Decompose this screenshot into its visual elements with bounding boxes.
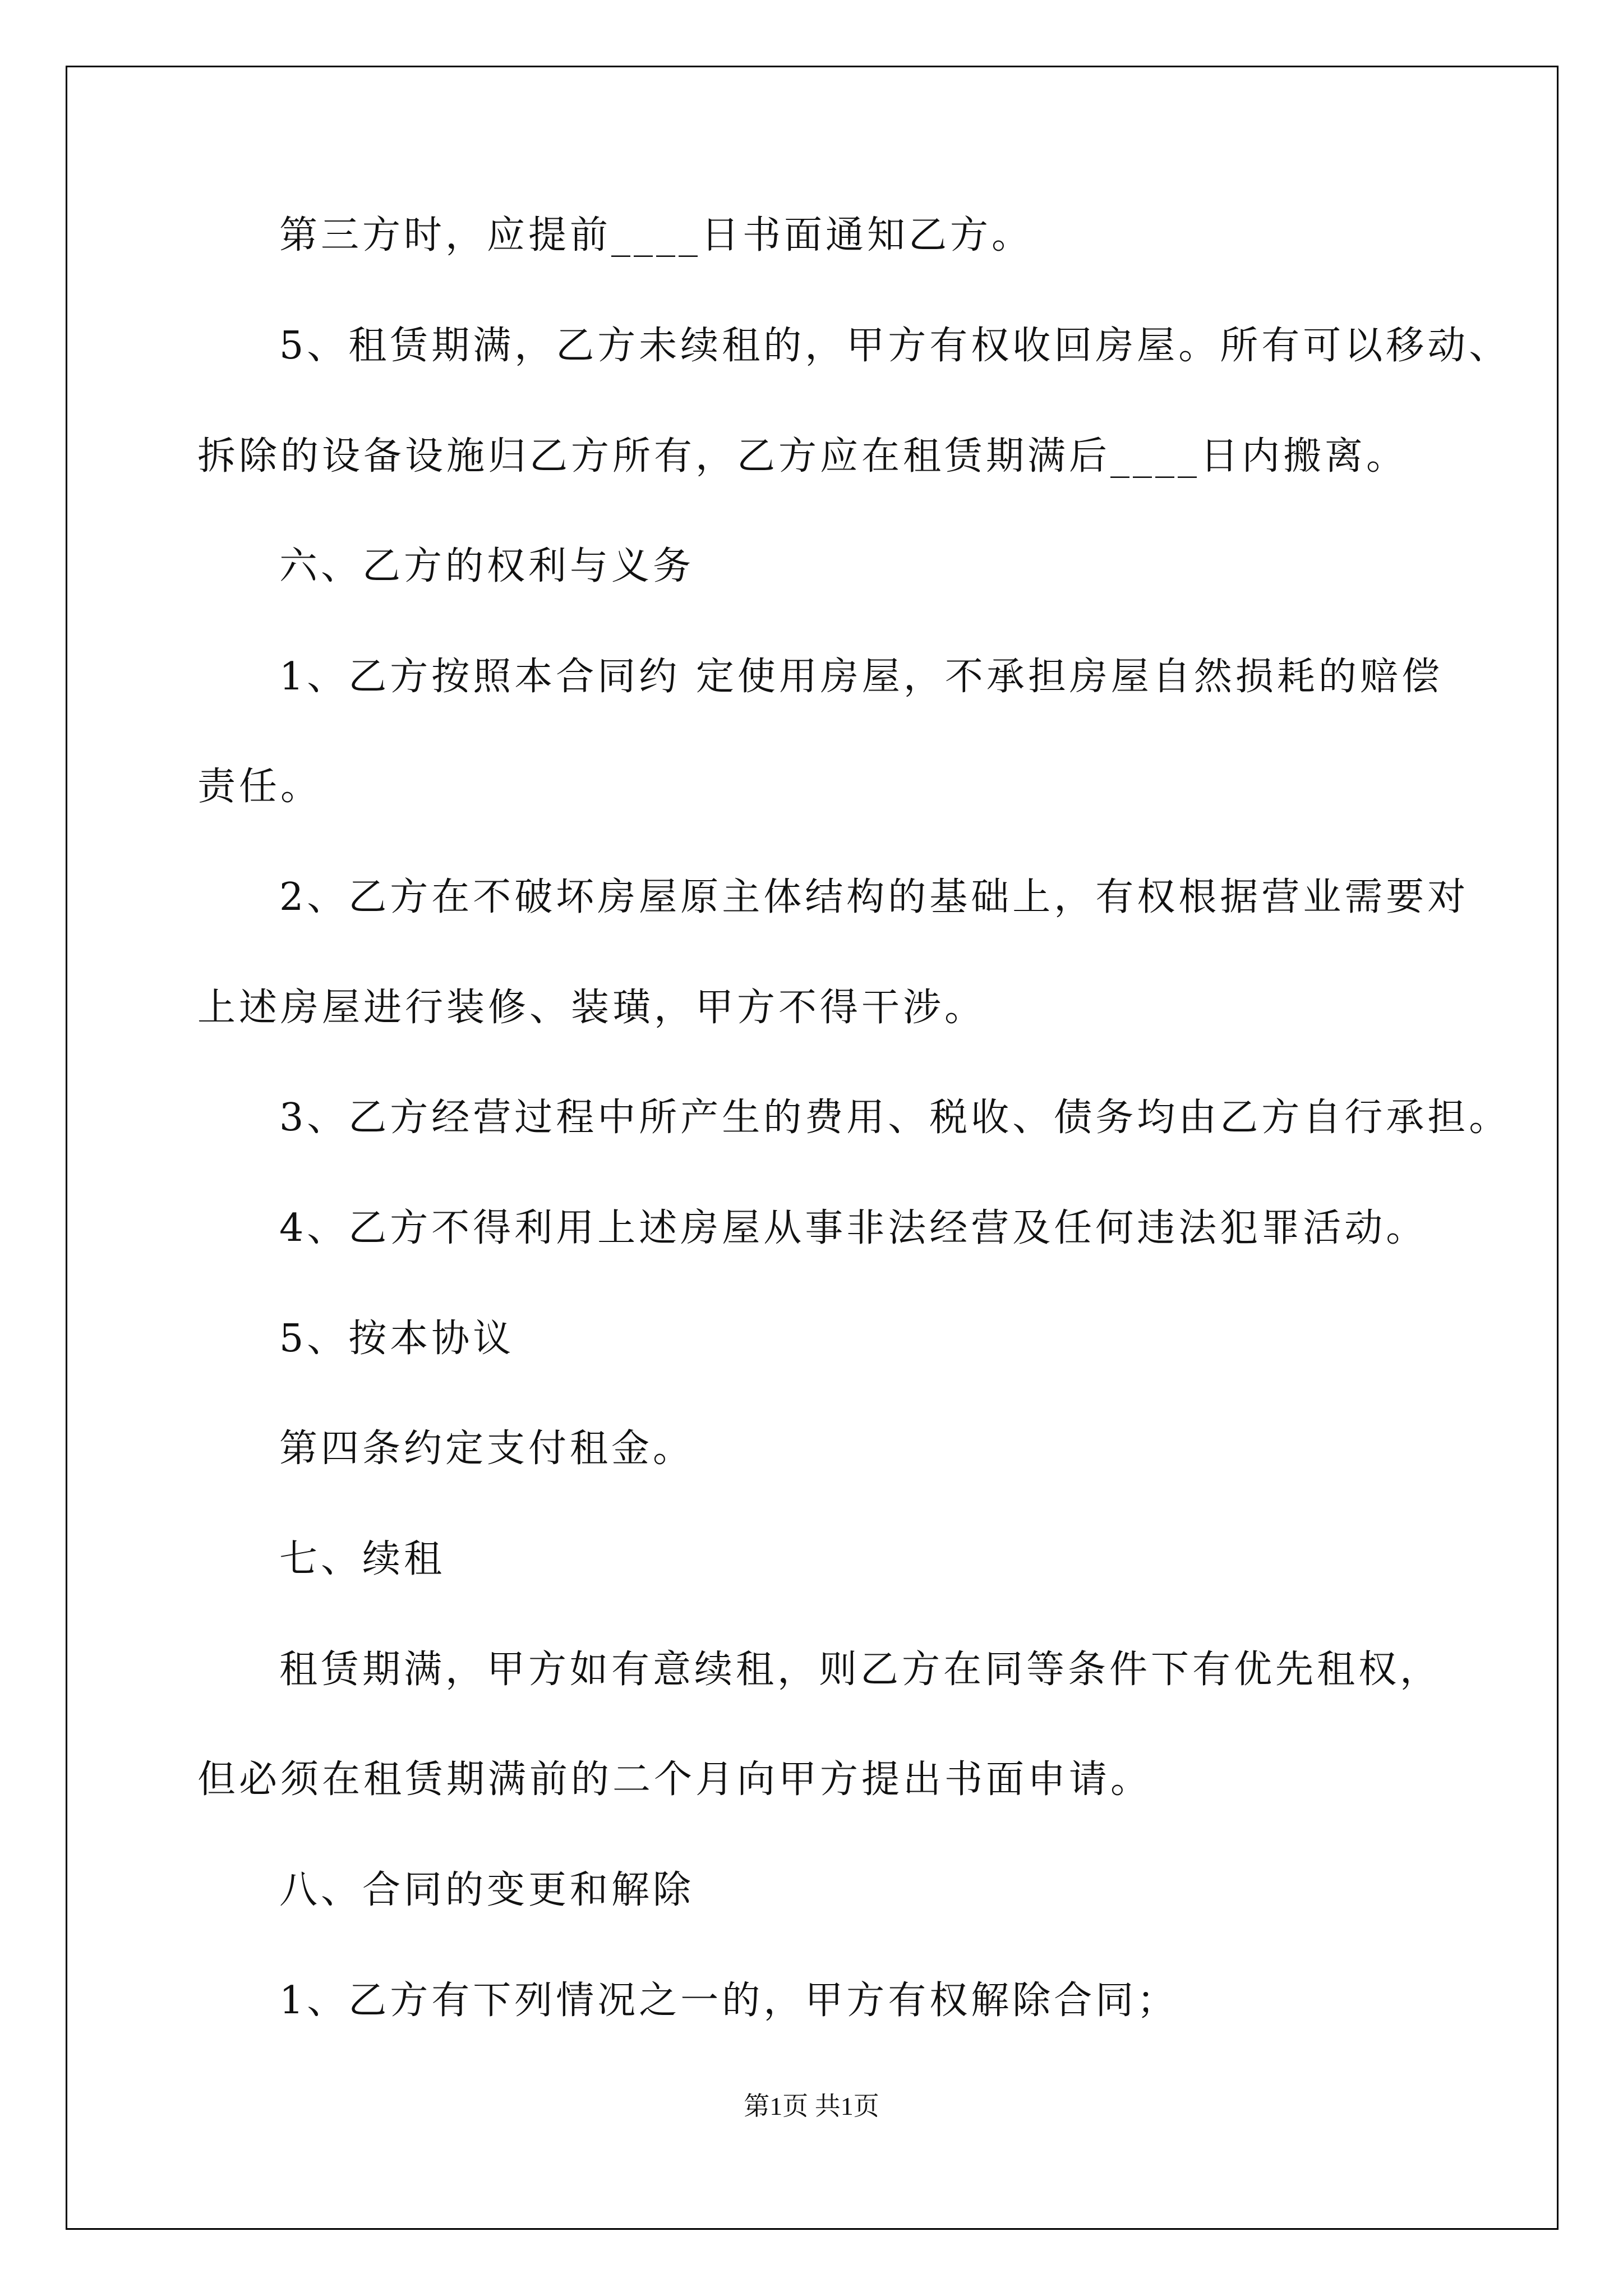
paragraph-line: 责任。 bbox=[197, 765, 322, 809]
paragraph-line: 第三方时，应提前____日书面通知乙方。 bbox=[279, 213, 1034, 257]
paragraph-line: 1、乙方按照本合同约 定使用房屋，不承担房屋自然损耗的赔偿 bbox=[279, 655, 1443, 699]
page-footer: 第1页 共1页 bbox=[744, 2092, 879, 2120]
paragraph-line: 拆除的设备设施归乙方所有，乙方应在租赁期满后____日内搬离。 bbox=[197, 434, 1408, 478]
section-heading: 七、续租 bbox=[279, 1537, 446, 1581]
paragraph-line: 2、乙方在不破坏房屋原主体结构的基础上，有权根据营业需要对 bbox=[279, 875, 1469, 919]
paragraph-line: 5、租赁期满，乙方未续租的，甲方有权收回房屋。所有可以移动、 bbox=[279, 324, 1511, 368]
paragraph-line: 4、乙方不得利用上述房屋从事非法经营及任何违法犯罪活动。 bbox=[279, 1206, 1428, 1250]
paragraph-line: 1、乙方有下列情况之一的，甲方有权解除合同； bbox=[279, 1978, 1179, 2023]
paragraph-line: 上述房屋进行装修、装璜，甲方不得干涉。 bbox=[197, 986, 986, 1030]
section-heading: 六、乙方的权利与义务 bbox=[279, 544, 695, 588]
paragraph-line: 5、按本协议 bbox=[279, 1317, 515, 1361]
paragraph-line: 3、乙方经营过程中所产生的费用、税收、债务均由乙方自行承担。 bbox=[279, 1096, 1511, 1140]
section-heading: 八、合同的变更和解除 bbox=[279, 1868, 695, 1912]
paragraph-line: 但必须在租赁期满前的二个月向甲方提出书面申请。 bbox=[197, 1757, 1152, 1802]
paragraph-line: 租赁期满，甲方如有意续租，则乙方在同等条件下有优先租权， bbox=[279, 1648, 1442, 1692]
paragraph-line: 第四条约定支付租金。 bbox=[279, 1427, 695, 1471]
